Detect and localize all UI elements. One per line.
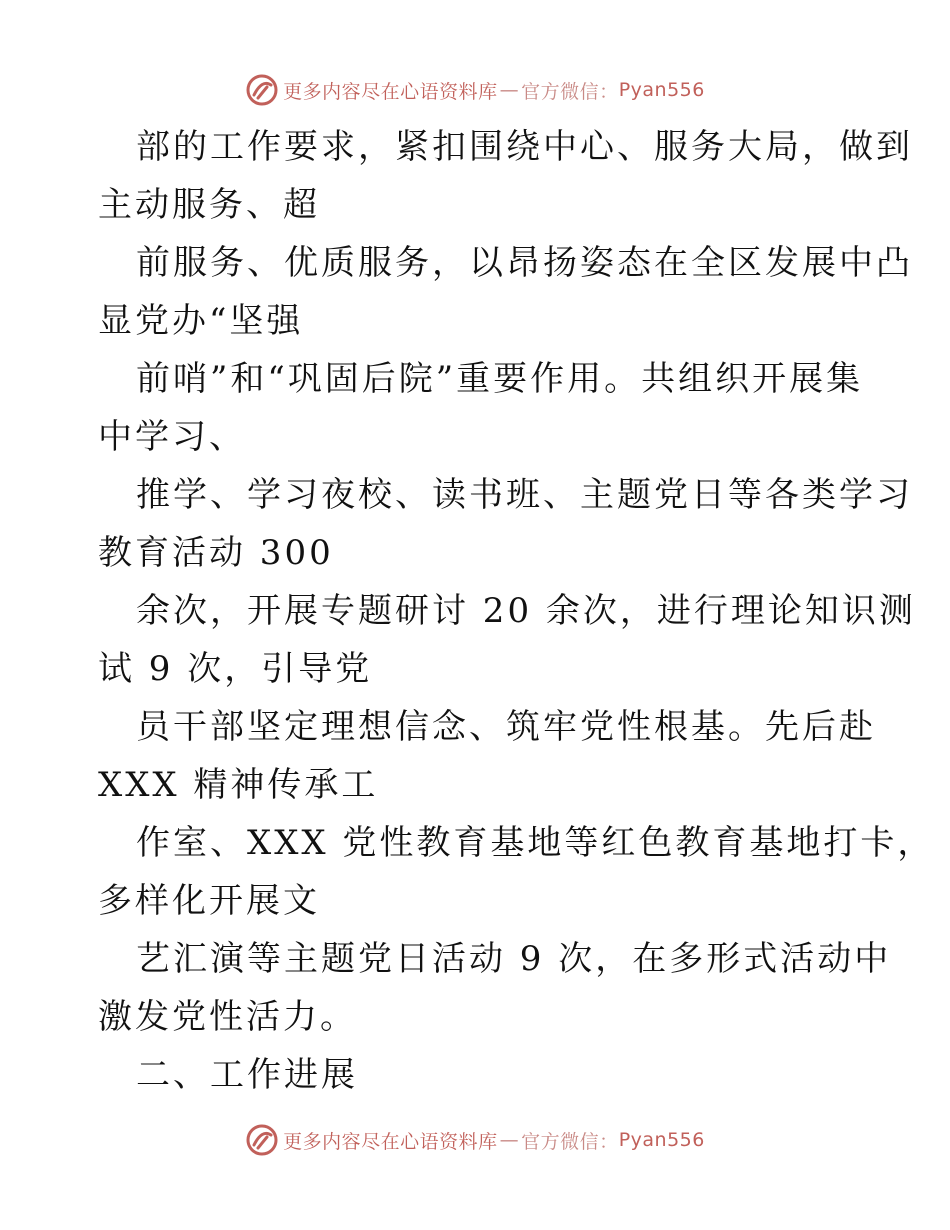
text-line: 激发党性活力。: [98, 997, 357, 1037]
text-line: 员干部坚定理想信念、筑牢党性根基。先后赴: [136, 707, 876, 747]
text-line: 主动服务、超: [98, 185, 320, 225]
text-line: 作室、XXX 党性教育基地等红色教育基地打卡，: [136, 823, 935, 863]
watermark-dash: —: [499, 1129, 520, 1151]
section-heading: 二、工作进展: [136, 1055, 358, 1095]
text-line: 中学习、: [98, 417, 246, 457]
seal-logo-icon: [245, 1123, 279, 1157]
text-line: 艺汇演等主题党日活动 9 次，在多形式活动中: [136, 939, 892, 979]
watermark-brand: 更多内容尽在心语资料库: [283, 1130, 498, 1153]
text-line: 显党办“坚强: [98, 301, 304, 341]
text-line: XXX 精神传承工: [98, 765, 379, 805]
watermark-label: 官方微信：: [521, 1130, 619, 1153]
watermark-id: Pyan556: [618, 79, 705, 101]
watermark-dash: —: [499, 79, 520, 101]
text-line: 部的工作要求，紧扣围绕中心、服务大局，做到: [136, 127, 913, 167]
text-line: 教育活动 300: [98, 533, 334, 573]
text-line: 前服务、优质服务，以昂扬姿态在全区发展中凸: [136, 243, 913, 283]
watermark-label: 官方微信：: [521, 80, 619, 103]
document-body: [98, 118, 935, 1104]
text-line: 多样化开展文: [98, 881, 320, 921]
text-line: 试 9 次，引导党: [98, 649, 373, 689]
watermark-id: Pyan556: [618, 1129, 705, 1151]
seal-logo-icon: [245, 73, 279, 107]
footer-watermark: [0, 1120, 950, 1160]
text-line: 前哨”和“巩固后院”重要作用。共组织开展集: [136, 359, 864, 399]
watermark-brand: 更多内容尽在心语资料库: [283, 80, 498, 103]
text-line: 余次，开展专题研讨 20 余次，进行理论知识测: [136, 591, 916, 631]
header-watermark: [0, 70, 950, 110]
text-line: 推学、学习夜校、读书班、主题党日等各类学习: [136, 475, 913, 515]
body-text: [98, 118, 935, 1104]
